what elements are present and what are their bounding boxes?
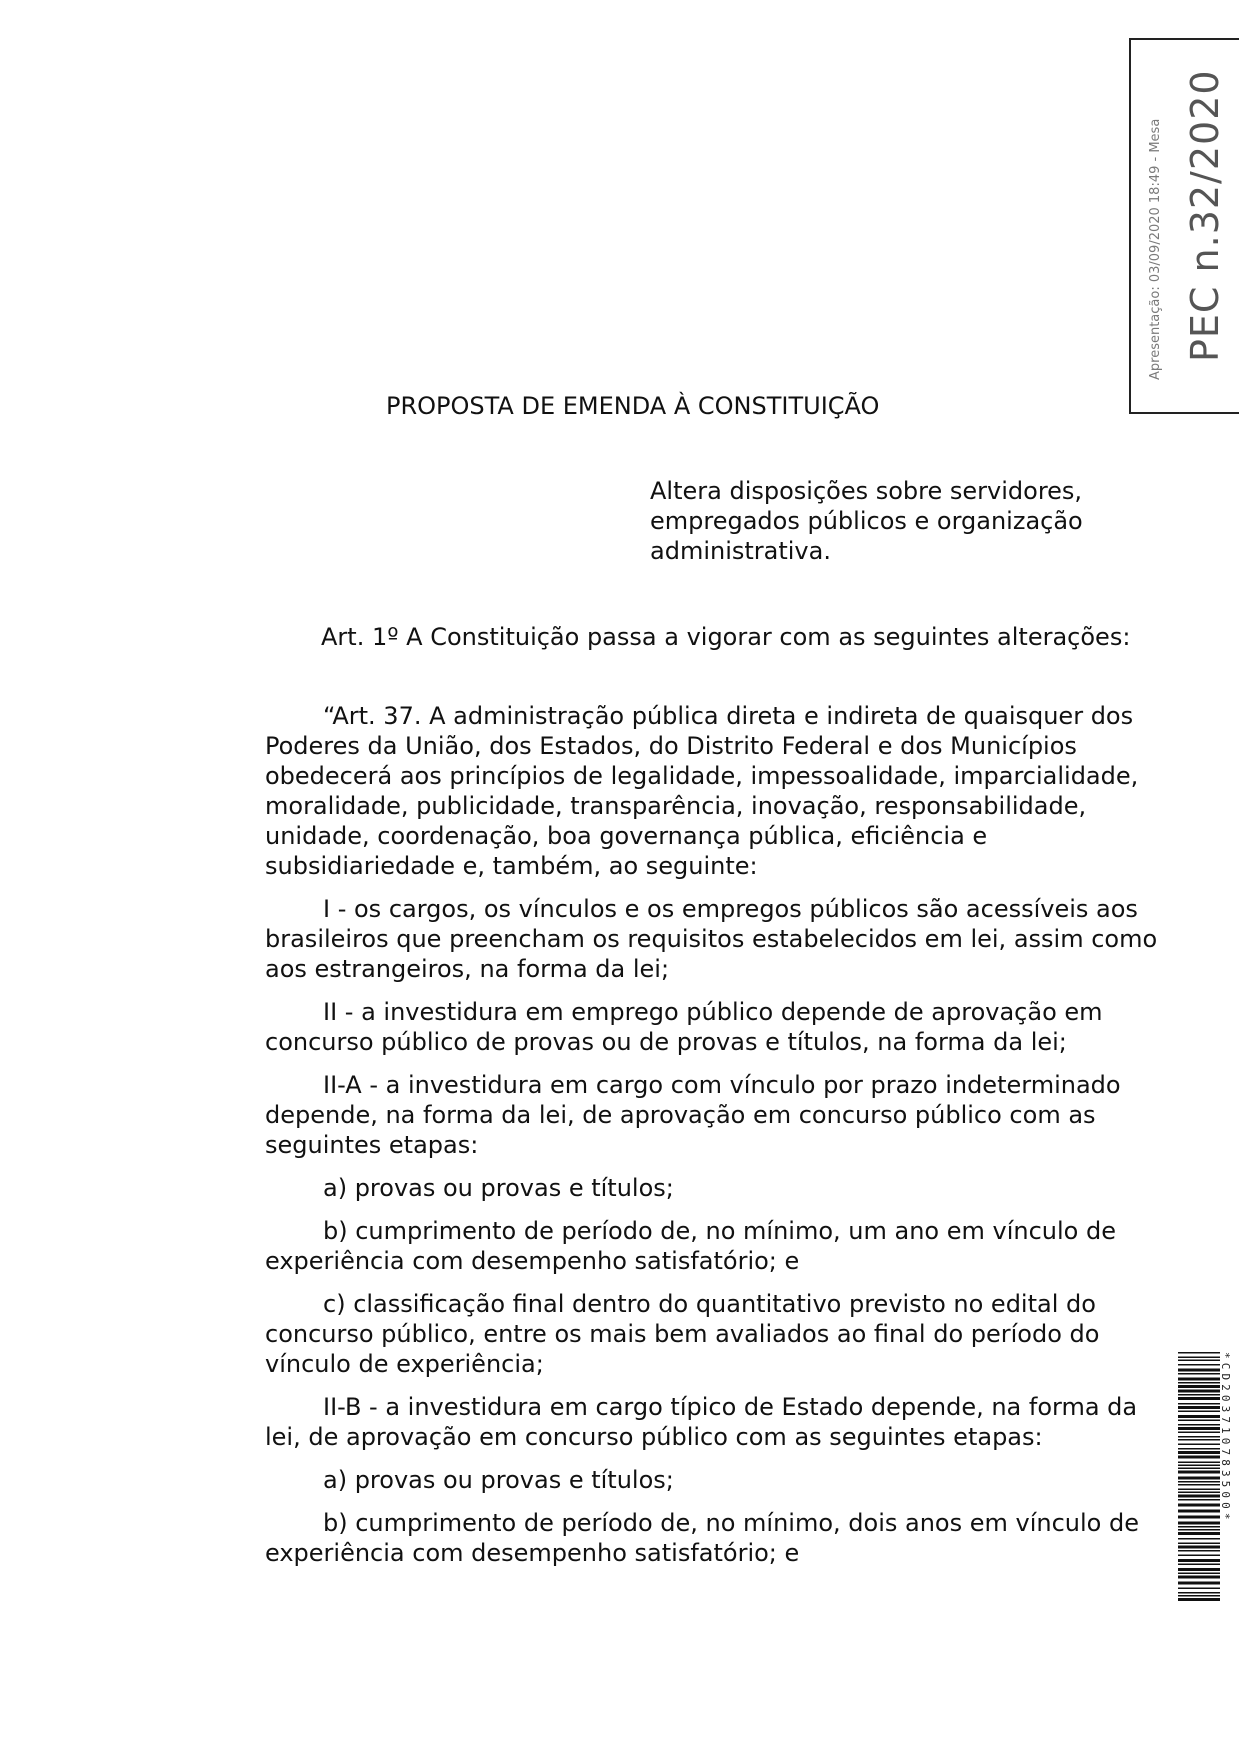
barcode-bar	[1178, 1411, 1220, 1413]
barcode-bar	[1178, 1471, 1220, 1474]
item-ii-a: II-A - a investidura em cargo com vínculo por prazo indeterminado depende, na forma da lei, de aprovação em concurso público com as seguintes etapas:	[265, 1071, 1121, 1159]
barcode-bar	[1178, 1444, 1220, 1446]
barcode-bar	[1178, 1382, 1220, 1384]
item-ii-b-b: b) cumprimento de período de, no mínimo, dois anos em vínculo de experiência com desempenho satisfatório; e	[265, 1509, 1139, 1567]
barcode-bar	[1178, 1360, 1220, 1362]
barcode-bar	[1178, 1582, 1220, 1585]
barcode-bar	[1178, 1532, 1220, 1535]
barcode-bar	[1178, 1550, 1220, 1552]
barcode-bar	[1178, 1526, 1220, 1528]
barcode-bar	[1178, 1559, 1220, 1562]
barcode-bar	[1178, 1451, 1220, 1454]
barcode-bar	[1178, 1538, 1220, 1540]
barcode-bar	[1178, 1481, 1220, 1483]
barcode-bar	[1178, 1373, 1220, 1375]
item-ii: II - a investidura em emprego público depende de aprovação em concurso público de provas ou de provas e títulos, na forma da lei;	[265, 998, 1103, 1056]
barcode-bar	[1178, 1564, 1220, 1566]
presentation-date: Apresentação: 03/09/2020 18:49 - Mesa	[1148, 118, 1163, 380]
barcode-bar	[1178, 1568, 1220, 1571]
barcode-bar	[1178, 1492, 1220, 1494]
barcode-bar	[1178, 1448, 1220, 1450]
article-1: Art. 1º A Constituição passa a vigorar com as seguintes alterações:	[321, 623, 1131, 651]
barcode-bar	[1178, 1592, 1220, 1594]
barcode-bar	[1178, 1576, 1220, 1579]
document-body	[265, 622, 1180, 1581]
barcode-bar	[1178, 1598, 1220, 1601]
barcode-bar	[1178, 1385, 1220, 1388]
barcode-bar	[1178, 1484, 1220, 1486]
barcode-bar	[1178, 1462, 1220, 1464]
barcode-bar	[1178, 1439, 1220, 1441]
barcode-bar	[1178, 1516, 1220, 1519]
barcode-bar	[1178, 1510, 1220, 1513]
item-i: I - os cargos, os vínculos e os empregos públicos são acessíveis aos brasileiros que preencham os requisitos estabelecidos em lei, assim como aos estrangeiros, na forma da lei;	[265, 895, 1158, 983]
barcode-bar	[1178, 1403, 1220, 1405]
article-37-caput: “Art. 37. A administração pública direta e indireta de quaisquer dos Poderes da União, dos Estados, do Distrito Federal e dos Municípios obedecerá aos princípios de legalidade, impessoalidade, imparcialidade, moralidade, publicidade, transparência, inovação, responsabilidade, unidade, coordenação, boa governança pública, eficiência e subsidiariedade e, também, ao seguinte:	[265, 702, 1139, 880]
barcode-bar	[1178, 1390, 1220, 1393]
item-ii-b-a: a) provas ou provas e títulos;	[323, 1466, 674, 1494]
barcode-bar	[1178, 1543, 1220, 1545]
barcode-number: *CD203710783500*	[1219, 1352, 1232, 1524]
barcode-bar	[1178, 1420, 1220, 1422]
barcode-bar	[1178, 1546, 1220, 1549]
barcode-bar	[1178, 1522, 1220, 1525]
barcode-bar	[1178, 1394, 1220, 1396]
barcode-bar	[1178, 1427, 1220, 1430]
barcode-bar	[1178, 1424, 1220, 1426]
item-ii-a-c: c) classificação final dentro do quantitativo previsto no edital do concurso público, entre os mais bem avaliados ao final do período do vínculo de experiência;	[265, 1290, 1100, 1378]
barcode-bar	[1178, 1352, 1220, 1354]
item-ii-b: II-B - a investidura em cargo típico de Estado depende, na forma da lei, de aprovação em concurso público com as seguintes etapas:	[265, 1393, 1138, 1451]
barcode-bar	[1178, 1477, 1220, 1480]
barcode-bar	[1178, 1364, 1220, 1366]
barcode-bar	[1178, 1456, 1220, 1459]
barcode-image	[1178, 1352, 1220, 1602]
document-title: PROPOSTA DE EMENDA À CONSTITUIÇÃO	[386, 392, 880, 420]
barcode-bar	[1178, 1595, 1220, 1597]
barcode-bar	[1178, 1436, 1220, 1438]
barcode-bar	[1178, 1499, 1220, 1501]
barcode-bar	[1178, 1588, 1220, 1590]
barcode-bar	[1178, 1555, 1220, 1557]
item-ii-a-b: b) cumprimento de período de, no mínimo, um ano em vínculo de experiência com desempenho satisfatório; e	[265, 1217, 1116, 1275]
barcode-bar	[1178, 1357, 1220, 1359]
barcode-bar	[1178, 1468, 1220, 1470]
item-ii-a-a: a) provas ou provas e títulos;	[323, 1174, 674, 1202]
barcode-bar	[1178, 1397, 1220, 1400]
barcode-bar	[1178, 1529, 1220, 1531]
barcode-bar	[1178, 1369, 1220, 1372]
pec-number: PEC n.32/2020	[1183, 69, 1227, 362]
ementa: Altera disposições sobre servidores, empregados públicos e organização administrativa.	[650, 477, 1083, 565]
barcode-bar	[1178, 1432, 1220, 1434]
barcode-bar	[1178, 1495, 1220, 1498]
barcode-bar	[1178, 1415, 1220, 1418]
barcode-bar	[1178, 1378, 1220, 1381]
barcode-bar	[1178, 1465, 1220, 1467]
barcode-bar	[1178, 1406, 1220, 1409]
barcode-bar	[1178, 1504, 1220, 1507]
barcode-bar	[1178, 1489, 1220, 1491]
barcode-bar	[1178, 1573, 1220, 1575]
